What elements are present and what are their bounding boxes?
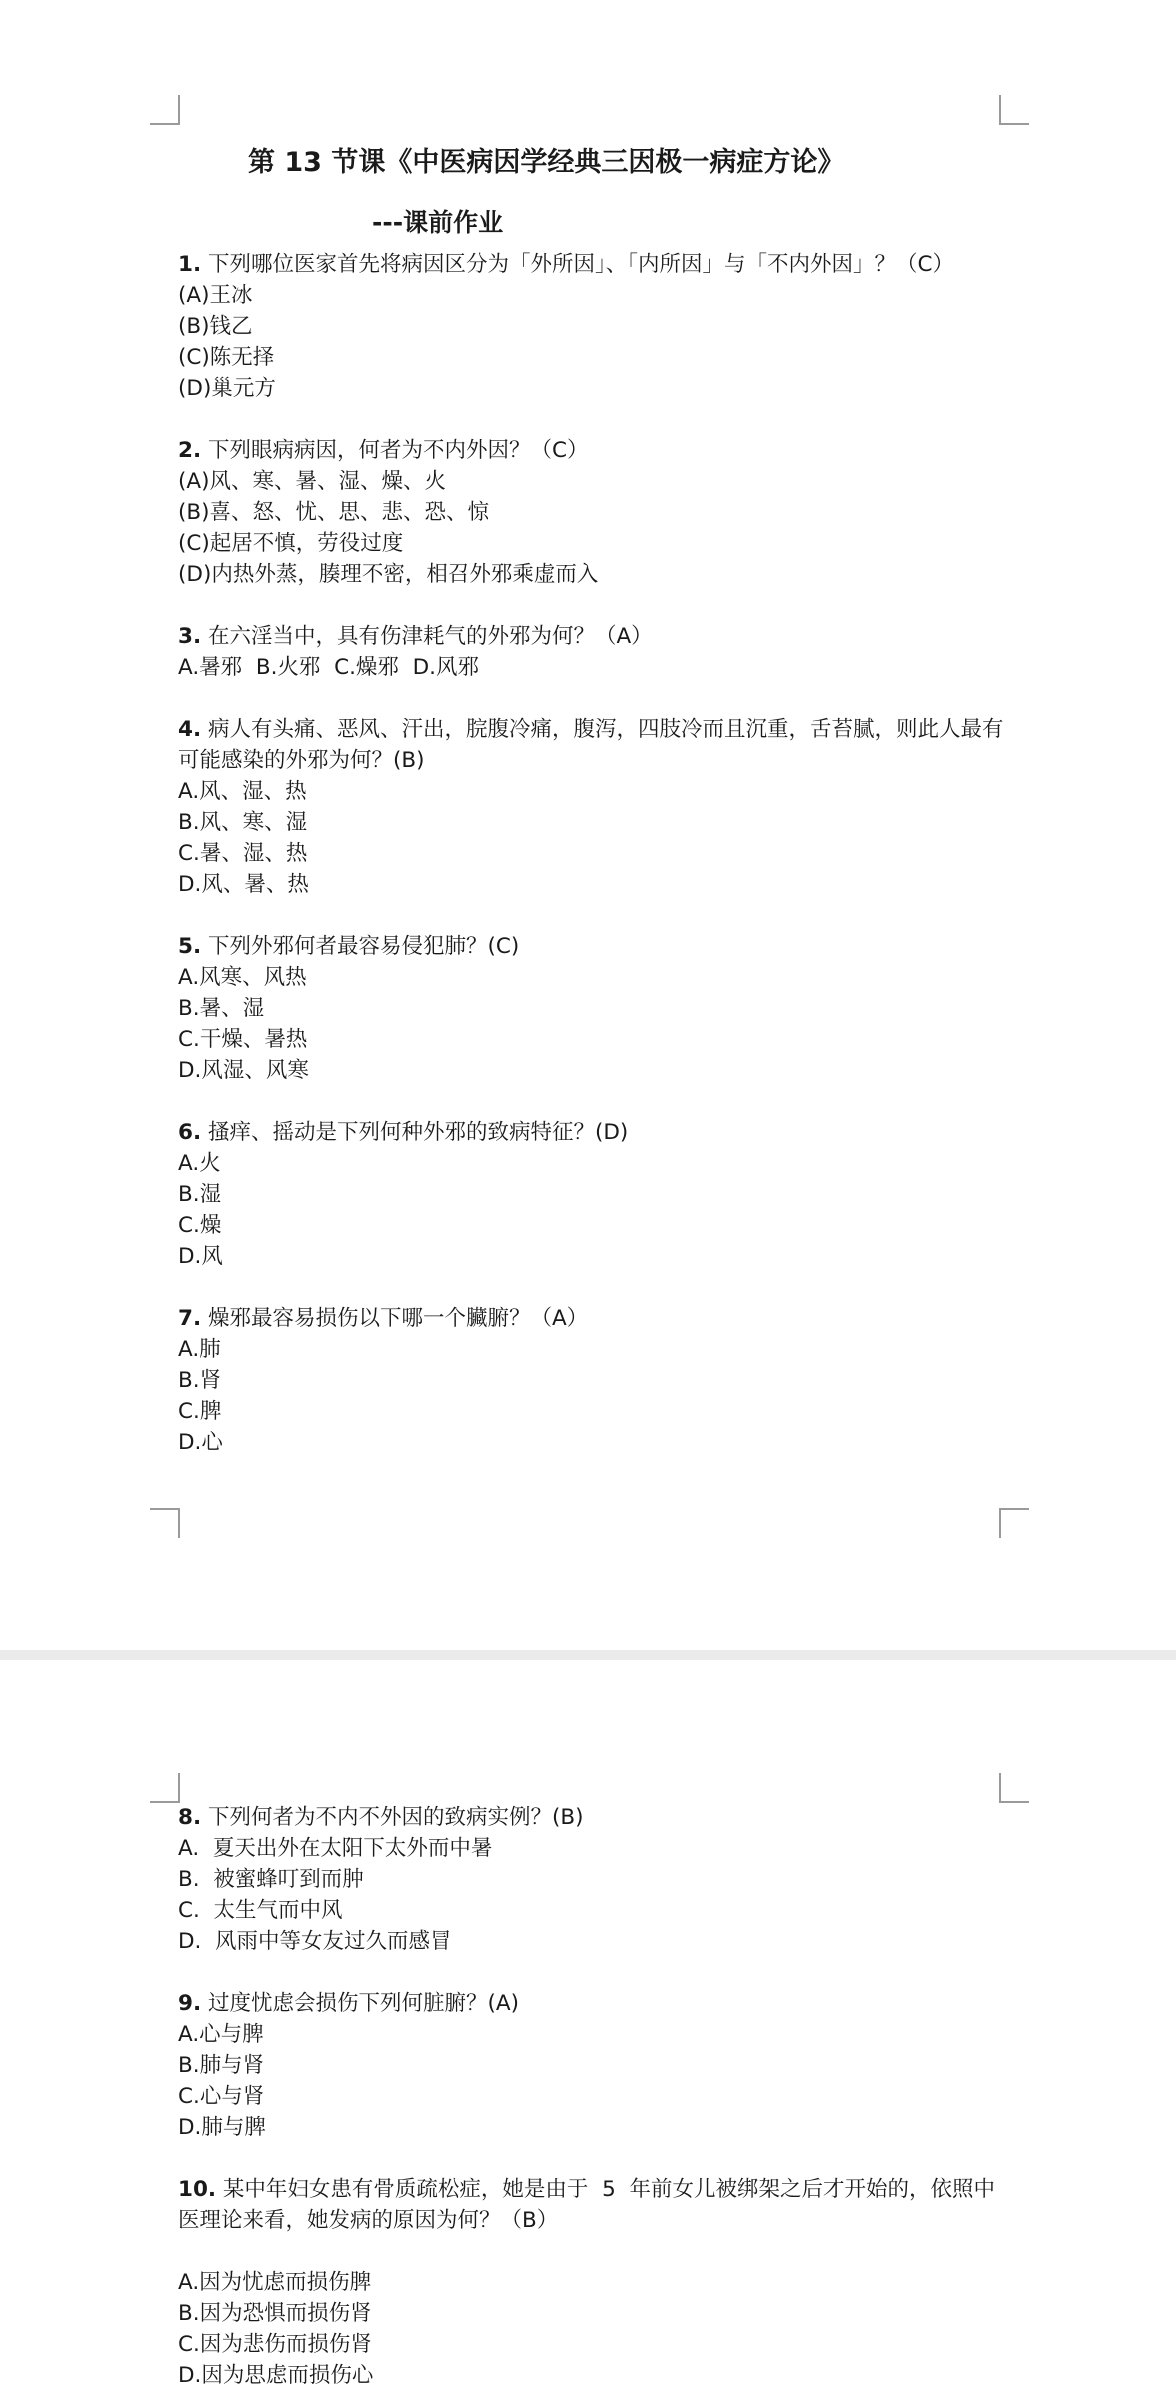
option: B.暑、湿: [178, 996, 265, 1021]
page-corner-mark: [150, 1508, 180, 1538]
question-number: 1.: [178, 252, 202, 277]
question-stem: [178, 714, 1008, 776]
question-number: 6.: [178, 1120, 202, 1145]
option: A.风寒、风热: [178, 965, 307, 990]
document-subtitle: ---课前作业: [372, 208, 504, 237]
question-text: 过度忧虑会损伤下列何脏腑？(A): [201, 1991, 519, 2016]
option: C.因为悲伤而损伤肾: [178, 2332, 372, 2357]
question-number: 8.: [178, 1805, 202, 1830]
option: (D)内热外蒸，腠理不密，相召外邪乘虚而入: [178, 562, 599, 587]
option: A. 夏天出外在太阳下太外而中暑: [178, 1836, 493, 1861]
option: A.因为忧虑而损伤脾: [178, 2270, 372, 2295]
option: B.风、寒、湿: [178, 810, 308, 835]
question-item: [178, 1988, 1008, 2143]
page-corner-mark: [999, 1773, 1029, 1803]
question-text: 某中年妇女患有骨质疏松症，她是由于 5 年前女儿被绑架之后才开始的，依照中医理论来看，她发病的原因为何？（B）: [178, 2177, 995, 2233]
question-number: 9.: [178, 1991, 202, 2016]
question-number: 7.: [178, 1306, 202, 1331]
question-item: [178, 1303, 1008, 1458]
option: C.干燥、暑热: [178, 1027, 308, 1052]
document-title: 第 13 节课《中医病因学经典三因极一病症方论》: [248, 147, 845, 178]
question-item: [178, 931, 1008, 1086]
page-corner-mark: [150, 1773, 180, 1803]
option: (A)王冰: [178, 283, 253, 308]
option: C. 太生气而中风: [178, 1898, 343, 1923]
question-number: 10.: [178, 2177, 217, 2202]
question-stem: [178, 1802, 1008, 1833]
question-item: [178, 1802, 1008, 1957]
question-stem: [178, 249, 1008, 280]
question-item: [178, 621, 1008, 683]
option: D.风湿、风寒: [178, 1058, 309, 1083]
option: B. 被蜜蜂叮到而肿: [178, 1867, 364, 1892]
option: C.暑、湿、热: [178, 841, 308, 866]
question-text: 搔痒、摇动是下列何种外邪的致病特征？(D): [201, 1120, 629, 1145]
question-stem: [178, 2174, 1008, 2236]
option: A.风、湿、热: [178, 779, 307, 804]
option: D. 风雨中等女友过久而感冒: [178, 1929, 452, 1954]
document-page-2: [0, 1660, 1176, 2400]
question-text: 在六淫当中，具有伤津耗气的外邪为何？（A）: [201, 624, 653, 649]
question-number: 4.: [178, 717, 202, 742]
question-item: [178, 249, 1008, 404]
question-stem: [178, 621, 1008, 652]
option: A.肺: [178, 1337, 221, 1362]
page-corner-mark: [999, 95, 1029, 125]
question-stem: [178, 931, 1008, 962]
question-stem: [178, 1988, 1008, 2019]
option: D.因为思虑而损伤心: [178, 2363, 374, 2388]
question-item: [178, 435, 1008, 590]
option: (D)巢元方: [178, 376, 276, 401]
question-item: [178, 714, 1008, 900]
option: D.风: [178, 1244, 223, 1269]
question-number: 3.: [178, 624, 202, 649]
question-stem: [178, 1303, 1008, 1334]
page-corner-mark: [999, 1508, 1029, 1538]
question-text: 病人有头痛、恶风、汗出，脘腹冷痛，腹泻，四肢冷而且沉重，舌苔腻，则此人最有可能感染的外邪为何？(B): [178, 717, 1004, 773]
question-text: 下列哪位医家首先将病因区分为「外所因」、「内所因」与「不内外因」？（C）: [201, 252, 954, 277]
question-list: [178, 1802, 1008, 2391]
option: (B)钱乙: [178, 314, 253, 339]
question-stem: [178, 435, 1008, 466]
option: C.心与肾: [178, 2084, 265, 2109]
option: (C)起居不慎，劳役过度: [178, 531, 404, 556]
option: B.肺与肾: [178, 2053, 265, 2078]
option: A.心与脾: [178, 2022, 264, 2047]
question-number: 5.: [178, 934, 202, 959]
option: B.因为恐惧而损伤肾: [178, 2301, 372, 2326]
option: (B)喜、怒、忧、思、悲、恐、惊: [178, 500, 490, 525]
question-text: 下列何者为不内不外因的致病实例？(B): [201, 1805, 584, 1830]
question-item: [178, 2174, 1008, 2391]
option: D.肺与脾: [178, 2115, 266, 2140]
question-text: 下列外邪何者最容易侵犯肺？(C): [201, 934, 520, 959]
option: B.湿: [178, 1182, 222, 1207]
option: A.暑邪 B.火邪 C.燥邪 D.风邪: [178, 655, 479, 680]
question-item: [178, 1117, 1008, 1272]
option: A.火: [178, 1151, 221, 1176]
page-separator: [0, 1650, 1176, 1660]
question-text: 燥邪最容易损伤以下哪一个臟腑？（A）: [201, 1306, 589, 1331]
question-list: [178, 249, 1008, 1458]
page-corner-mark: [150, 95, 180, 125]
option: C.脾: [178, 1399, 222, 1424]
question-text: 下列眼病病因，何者为不内外因？（C）: [201, 438, 589, 463]
option: C.燥: [178, 1213, 222, 1238]
question-stem: [178, 1117, 1008, 1148]
option: (A)风、寒、暑、湿、燥、火: [178, 469, 446, 494]
option: B.肾: [178, 1368, 222, 1393]
option: D.风、暑、热: [178, 872, 309, 897]
question-number: 2.: [178, 438, 202, 463]
option: D.心: [178, 1430, 223, 1455]
option: (C)陈无择: [178, 345, 275, 370]
